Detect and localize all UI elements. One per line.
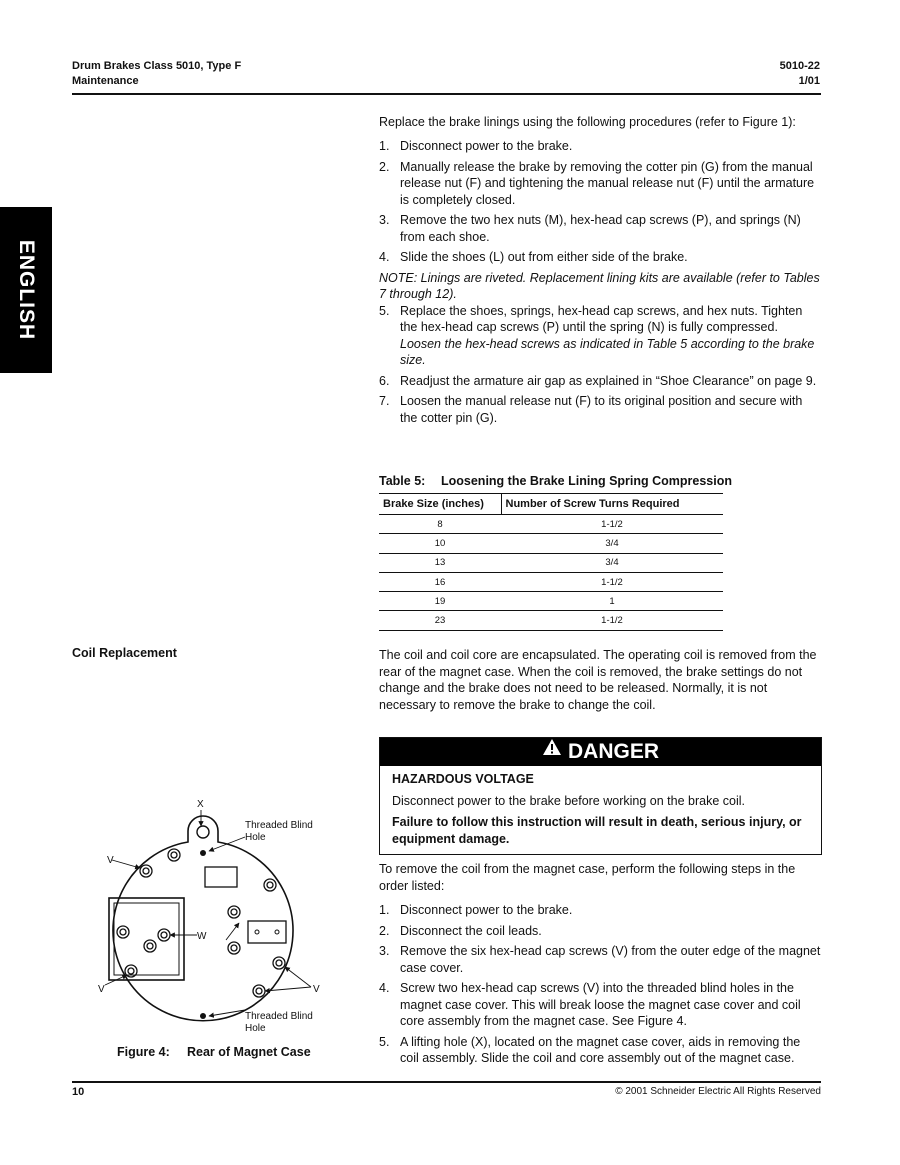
figure-label: Figure 4: [117,1045,170,1059]
figure-title: Rear of Magnet Case [187,1045,311,1059]
lining-note: NOTE: Linings are riveted. Replacement lining kits are available (refer to Tables 7 through 12). [379,270,820,301]
screw-turns-cell: 1 [501,592,723,611]
section-heading-coil-replacement: Coil Replacement [72,646,177,660]
column-header-brake-size: Brake Size (inches) [379,494,501,515]
step-number: 7. [379,394,390,408]
hazard-consequence: Failure to follow this instruction will result in death, serious injury, or equipment damage. [392,815,802,846]
list-item [379,980,822,1030]
step-emphasis: Loosen the hex-head screws as indicated in Table 5 according to the brake size. [400,336,815,367]
step-number: 2. [379,923,390,938]
table-row [379,515,723,534]
lining-steps-a [379,138,822,266]
brake-size-cell: 23 [379,611,501,630]
table-caption: Loosening the Brake Lining Spring Compression [441,474,732,488]
coil-procedure [379,902,822,1071]
list-item [379,393,822,426]
label-v: V [107,855,114,866]
running-header-right [780,59,820,89]
list-item [379,1034,822,1067]
step-text: A lifting hole (X), located on the magnet case cover, aids in removing the coil assembly. Slide the coil and core assembly out of the magnet case. [400,1034,801,1065]
list-item [379,249,822,266]
table-row [379,534,723,553]
table-title [379,474,732,488]
screw-turns-cell: 1-1/2 [501,572,723,591]
screw-turns-cell: 3/4 [501,553,723,572]
list-item [379,138,822,155]
nameplate-slot [205,867,237,887]
step-text: Disconnect power to the brake. [400,903,573,917]
label-v: V [313,984,320,995]
list-item [379,943,822,976]
step-text: Disconnect the coil leads. [400,923,542,938]
step-text: Slide the shoes (L) out from either side of the brake. [400,250,688,264]
brake-size-cell: 19 [379,592,501,611]
step-number: 5. [379,1034,390,1049]
doc-date: 1/01 [798,75,820,87]
doc-title: Drum Brakes Class 5010, Type F [72,60,242,72]
list-item [379,902,822,919]
hazard-type: HAZARDOUS VOLTAGE [392,772,534,786]
brake-size-cell: 10 [379,534,501,553]
list-item [379,159,822,209]
warning-triangle-icon [542,736,562,764]
hazard-instruction: Disconnect power to the brake before working on the brake coil. [392,793,745,808]
list-item [379,373,822,390]
step-text: Screw two hex-head cap screws (V) into the threaded blind holes in the magnet case cover. This will break loose the magnet case cover and coil core assembly from the magnet case. See Figure 4. [400,981,801,1028]
coil-steps [379,902,822,1067]
column-header-screw-turns: Number of Screw Turns Required [501,494,723,515]
lifting-hole [197,826,209,838]
brake-size-cell: 13 [379,553,501,572]
label-x: X [197,799,204,810]
remove-intro [379,861,822,894]
danger-title: DANGER [567,740,659,763]
language-tab [0,207,52,373]
step-number: 1. [379,903,390,917]
step-number: 4. [379,250,390,264]
lining-procedure [379,138,822,430]
step-number: 5. [379,303,390,318]
running-header-left [72,59,241,89]
table-row [379,592,723,611]
threaded-blind-hole [200,1013,206,1019]
screw-turns-cell: 3/4 [501,534,723,553]
doc-number: 5010-22 [779,60,820,72]
magnet-case-diagram [95,795,335,1040]
coil-intro-text: The coil and coil core are encapsulated. The operating coil is removed from the rear of the magnet case. When the coil is removed, the brake settings do not change and the brake does not need to be released. Normally, it is not necessary to remove the brake to change the coil. [379,648,817,712]
doc-section: Maintenance [72,75,139,87]
label-threaded-blind-hole: Hole [245,1023,266,1034]
label-threaded-blind-hole: Hole [245,832,266,843]
lining-intro [379,114,822,131]
brake-size-cell: 8 [379,515,501,534]
threaded-blind-hole [200,850,206,856]
figure-caption [117,1045,311,1059]
label-w: W [197,931,207,942]
list-item [379,303,822,369]
table-row [379,611,723,630]
step-number: 4. [379,981,390,995]
terminal-block [248,921,286,943]
step-text: Remove the six hex-head cap screws (V) from the outer edge of the magnet case cover. [400,944,821,975]
lining-intro-text: Replace the brake linings using the following procedures (refer to Figure 1): [379,115,796,129]
header-rule [72,93,821,95]
language-tab-label: ENGLISH [15,239,38,341]
table-row [379,572,723,591]
step-number: 3. [379,213,390,227]
list-item [379,212,822,245]
step-text: Manually release the brake by removing the cotter pin (G) from the manual release nut (F) and tightening the manual release nut (F) until the armature is completely closed. [400,159,815,207]
footer-rule [72,1081,821,1083]
table-row [379,553,723,572]
label-threaded-blind-hole: Threaded Blind [245,820,313,831]
copyright: © 2001 Schneider Electric All Rights Reserved [615,1086,821,1097]
brake-size-cell: 16 [379,572,501,591]
danger-header [380,738,821,766]
step-text: Replace the shoes, springs, hex-head cap screws, and hex nuts. Tighten the hex-head cap screws (P) until the spring (N) is fully compressed. [400,303,803,334]
table-header-row [379,494,723,515]
lining-steps-b [379,303,822,427]
step-number: 6. [379,373,390,388]
step-text: Loosen the manual release nut (F) to its original position and secure with the cotter pin (G). [400,394,803,425]
list-item [379,923,822,940]
magnet-case-outline [113,816,293,1021]
page-number: 10 [72,1086,85,1098]
step-number: 2. [379,159,390,174]
spring-compression-table [379,493,723,631]
step-text: Disconnect power to the brake. [400,139,573,153]
table-label: Table 5: [379,474,426,488]
label-v: V [98,984,105,995]
screw-turns-cell: 1-1/2 [501,611,723,630]
step-number: 1. [379,139,390,153]
step-number: 3. [379,944,390,958]
step-text: Remove the two hex nuts (M), hex-head cap screws (P), and springs (N) from each shoe. [400,213,801,244]
danger-body [380,766,821,847]
step-text: Readjust the armature air gap as explained in “Shoe Clearance” on page 9. [400,373,817,388]
screw-turns-cell: 1-1/2 [501,515,723,534]
coil-intro [379,647,822,713]
remove-intro-text: To remove the coil from the magnet case, perform the following steps in the order listed: [379,862,796,893]
label-threaded-blind-hole: Threaded Blind [245,1011,313,1022]
danger-box [379,737,822,855]
